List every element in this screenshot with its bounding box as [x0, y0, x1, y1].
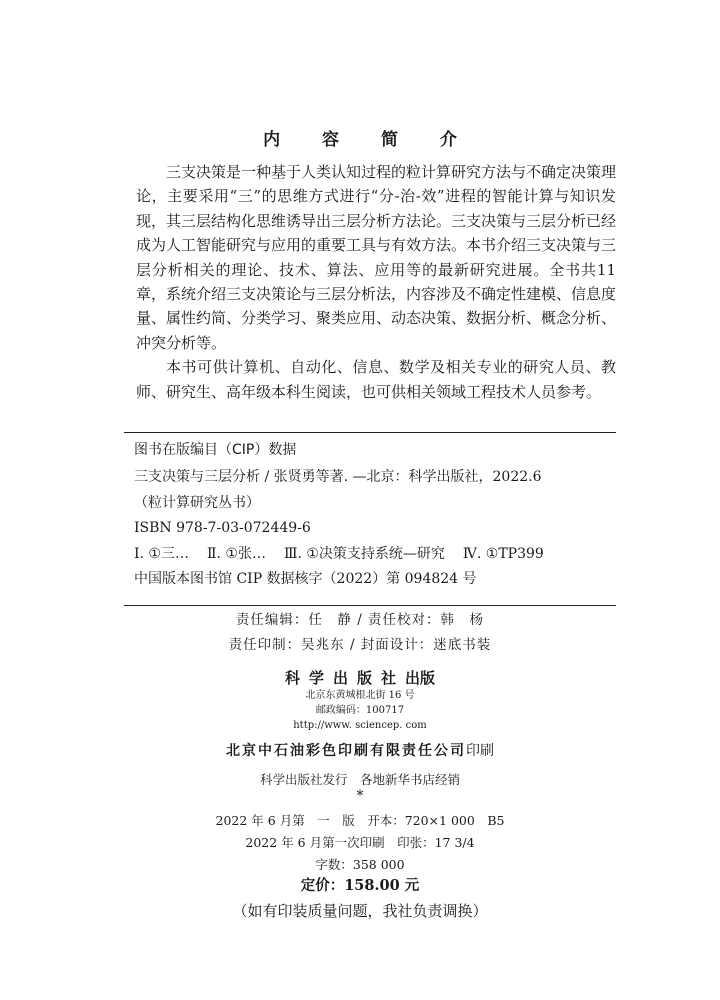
abstract-paragraph-1: 三支决策是一种基于人类认知过程的粒计算研究方法与不确定决策理论，主要采用“三”的思维方式进行“分-治-效”进程的智能计算与知识发现，其三层结构化思维诱导出三层分析方法论。三支决策与三层分析已经成为人工智能研究与应用的重要工具与有效方法。本书介绍三支决策与三层分析相关的理论、技术、算法、应用等的最新研究进展。全书共11章，系统介绍三支决策论与三层分析法，内容涉及不确定性建模、信息度量、属性约简、分类学习、聚类应用、动态决策、数据分析、概念分析、冲突分析等。: [136, 163, 617, 352]
abstract-paragraph-2: 本书可供计算机、自动化、信息、数学及相关专业的研究人员、教师、研究生、高年级本科生阅读，也可供相关领域工程技术人员参考。: [136, 358, 616, 401]
cip-isbn-line: ISBN 978-7-03-072449-6: [134, 520, 311, 536]
edition-specs: [0, 810, 720, 876]
cip-bibliographic-line: 三支决策与三层分析 / 张贤勇等著. —北京：科学出版社，2022.6: [134, 469, 542, 485]
cip-record-line: 中国版本图书馆 CIP 数据核字（2022）第 094824 号: [134, 571, 477, 587]
specs-line-2: 2022 年 6 月第一次印刷 印张：17 3/4: [245, 835, 475, 850]
credits-line-1: 责任编辑：任 静 / 责任校对：韩 杨: [235, 612, 485, 628]
publisher-website: http://www. sciencep. com: [293, 720, 427, 731]
separator-star: *: [356, 788, 364, 804]
cip-class-3: Ⅲ. ①决策支持系统—研究: [283, 545, 445, 562]
specs-line-3: 字数：358 000: [315, 857, 405, 872]
distribution-line: 科学出版社发行 各地新华书店经销: [259, 772, 460, 787]
printer-suffix: 印刷: [466, 743, 494, 759]
quality-notice: （如有印装质量问题，我社负责调换）: [232, 902, 488, 920]
publisher-suffix: 出版: [405, 669, 436, 687]
cip-heading: 图书在版编目（CIP）数据: [134, 442, 297, 458]
publisher-address: 北京东黄城根北街 16 号: [305, 690, 415, 701]
cip-data-block: [124, 432, 616, 606]
cip-series-line: （粒计算研究丛书）: [134, 494, 260, 511]
publisher-block: [0, 667, 720, 733]
cip-class-2: Ⅱ. ①张…: [206, 545, 266, 562]
specs-line-1: 2022 年 6 月第 一 版 开本：720×1 000 B5: [215, 813, 505, 828]
cip-class-1: Ⅰ. ①三…: [134, 545, 189, 562]
cip-classification-line: [134, 542, 616, 568]
printer-name: 北京中石油彩色印刷有限责任公司: [226, 743, 466, 759]
cip-class-4: Ⅳ. ①TP399: [462, 545, 544, 562]
credits-line-2: 责任印制：吴兆东 / 封面设计：迷底书装: [228, 637, 492, 653]
page-title: 内 容 简 介: [263, 130, 475, 150]
price-line: 定价：158.00 元: [300, 877, 420, 894]
publisher-name: 科学出版社: [284, 669, 405, 687]
editorial-credits: [0, 608, 720, 658]
printer-line: [0, 740, 720, 760]
publisher-postcode: 邮政编码：100717: [315, 705, 405, 716]
abstract-section: [136, 160, 616, 404]
